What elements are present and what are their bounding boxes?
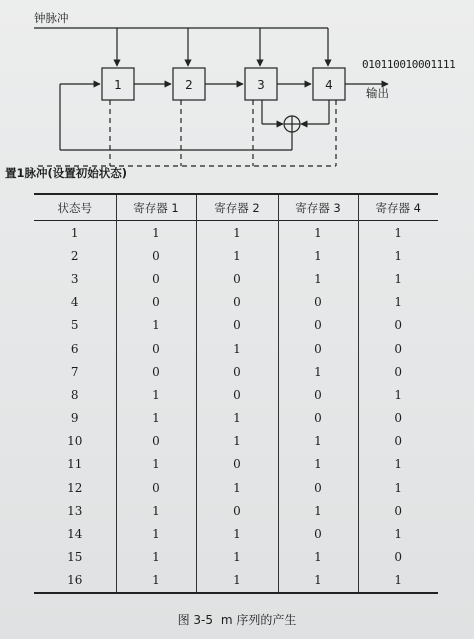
register-value-cell: 1 — [358, 244, 438, 267]
register-value-cell: 0 — [358, 546, 438, 569]
table-row — [34, 221, 438, 245]
register-value-cell: 1 — [116, 569, 196, 593]
shift-register-diagram — [0, 0, 474, 190]
figure-caption — [0, 611, 474, 628]
register-value-cell: 1 — [358, 453, 438, 476]
register-value-cell: 1 — [196, 407, 278, 430]
register-value-cell: 0 — [278, 522, 358, 545]
register-value-cell: 0 — [358, 407, 438, 430]
register-value-cell: 0 — [116, 267, 196, 290]
state-number-cell: 16 — [34, 569, 116, 593]
register-value-cell: 1 — [278, 499, 358, 522]
register-value-cell: 0 — [116, 476, 196, 499]
register-value-cell: 0 — [278, 337, 358, 360]
table-row — [34, 407, 438, 430]
register-value-cell: 1 — [116, 499, 196, 522]
state-number-cell: 1 — [34, 221, 116, 245]
table-row — [34, 267, 438, 290]
state-number-cell: 2 — [34, 244, 116, 267]
register-value-cell: 0 — [116, 337, 196, 360]
register-value-cell: 1 — [196, 546, 278, 569]
state-table-wrapper — [34, 193, 438, 594]
diagram-lines — [0, 0, 474, 190]
register-value-cell: 0 — [358, 314, 438, 337]
register-value-cell: 0 — [196, 360, 278, 383]
register-value-cell: 1 — [116, 221, 196, 245]
register-value-cell: 0 — [116, 430, 196, 453]
table-row — [34, 360, 438, 383]
table-row — [34, 499, 438, 522]
register-value-cell: 0 — [196, 267, 278, 290]
table-row — [34, 291, 438, 314]
register-value-cell: 1 — [196, 569, 278, 593]
state-number-cell: 7 — [34, 360, 116, 383]
register-value-cell: 0 — [196, 314, 278, 337]
register-value-cell: 0 — [358, 499, 438, 522]
table-header-row — [34, 194, 438, 221]
register-label-3: 3 — [257, 78, 265, 92]
table-body — [34, 221, 438, 594]
register-value-cell: 0 — [358, 430, 438, 453]
header-register-2: 寄存器 2 — [196, 194, 278, 221]
clock-pulse-label: 钟脉冲 — [34, 11, 69, 25]
register-value-cell: 1 — [196, 476, 278, 499]
state-number-cell: 4 — [34, 291, 116, 314]
table-row — [34, 314, 438, 337]
register-value-cell: 0 — [358, 337, 438, 360]
register-label-1: 1 — [114, 78, 122, 92]
register-value-cell: 0 — [278, 407, 358, 430]
register-value-cell: 1 — [358, 522, 438, 545]
register-value-cell: 1 — [278, 360, 358, 383]
register-value-cell: 1 — [196, 221, 278, 245]
register-value-cell: 1 — [278, 569, 358, 593]
table-row — [34, 453, 438, 476]
state-number-cell: 11 — [34, 453, 116, 476]
register-label-4: 4 — [325, 78, 333, 92]
register-value-cell: 1 — [278, 221, 358, 245]
register-value-cell: 0 — [196, 383, 278, 406]
state-number-cell: 5 — [34, 314, 116, 337]
table-row — [34, 430, 438, 453]
set-pulse-label: 置1脉冲(设置初始状态) — [5, 166, 128, 180]
register-value-cell: 1 — [196, 522, 278, 545]
register-value-cell: 1 — [196, 244, 278, 267]
state-number-cell: 14 — [34, 522, 116, 545]
register-value-cell: 1 — [116, 453, 196, 476]
state-number-cell: 10 — [34, 430, 116, 453]
table-row — [34, 546, 438, 569]
register-value-cell: 0 — [196, 499, 278, 522]
register-value-cell: 0 — [116, 360, 196, 383]
register-value-cell: 0 — [278, 476, 358, 499]
register-value-cell: 1 — [358, 267, 438, 290]
register-value-cell: 1 — [116, 407, 196, 430]
table-row — [34, 522, 438, 545]
register-value-cell: 0 — [278, 314, 358, 337]
register-value-cell: 1 — [278, 546, 358, 569]
register-value-cell: 1 — [196, 430, 278, 453]
register-value-cell: 0 — [116, 291, 196, 314]
register-value-cell: 1 — [358, 476, 438, 499]
header-state-no: 状态号 — [34, 194, 116, 221]
state-number-cell: 3 — [34, 267, 116, 290]
state-table — [34, 193, 438, 594]
register-value-cell: 0 — [116, 244, 196, 267]
register-value-cell: 0 — [278, 383, 358, 406]
register-value-cell: 0 — [358, 360, 438, 383]
register-value-cell: 1 — [358, 221, 438, 245]
state-number-cell: 13 — [34, 499, 116, 522]
register-value-cell: 1 — [278, 267, 358, 290]
table-row — [34, 383, 438, 406]
table-row — [34, 569, 438, 593]
state-number-cell: 15 — [34, 546, 116, 569]
state-number-cell: 12 — [34, 476, 116, 499]
register-value-cell: 0 — [196, 291, 278, 314]
register-value-cell: 0 — [278, 291, 358, 314]
register-value-cell: 1 — [278, 430, 358, 453]
state-number-cell: 8 — [34, 383, 116, 406]
register-value-cell: 1 — [358, 383, 438, 406]
state-number-cell: 9 — [34, 407, 116, 430]
table-row — [34, 476, 438, 499]
register-value-cell: 1 — [358, 569, 438, 593]
output-sequence: 010110010001111 — [362, 58, 456, 71]
figure-number: 图 3-5 — [177, 613, 214, 627]
table-row — [34, 244, 438, 267]
register-value-cell: 1 — [358, 291, 438, 314]
register-value-cell: 1 — [116, 383, 196, 406]
output-label: 输出 — [366, 86, 389, 100]
register-value-cell: 1 — [116, 522, 196, 545]
register-value-cell: 1 — [278, 244, 358, 267]
header-register-4: 寄存器 4 — [358, 194, 438, 221]
register-value-cell: 1 — [278, 453, 358, 476]
header-register-3: 寄存器 3 — [278, 194, 358, 221]
figure-title: m 序列的产生 — [220, 613, 297, 627]
header-register-1: 寄存器 1 — [116, 194, 196, 221]
state-number-cell: 6 — [34, 337, 116, 360]
register-value-cell: 1 — [196, 337, 278, 360]
register-value-cell: 1 — [116, 546, 196, 569]
register-label-2: 2 — [185, 78, 193, 92]
table-row — [34, 337, 438, 360]
register-value-cell: 0 — [196, 453, 278, 476]
register-value-cell: 1 — [116, 314, 196, 337]
